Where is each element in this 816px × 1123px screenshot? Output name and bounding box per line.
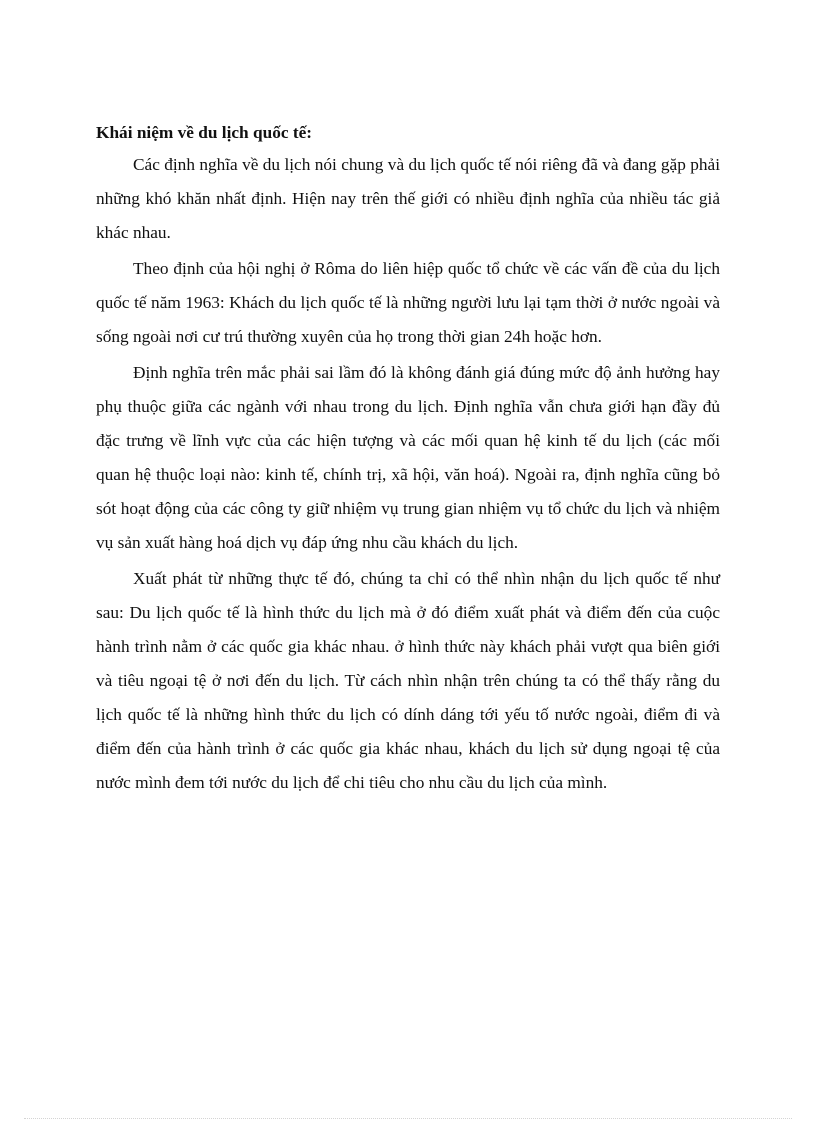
paragraph-4: Xuất phát từ những thực tế đó, chúng ta chỉ có thể nhìn nhận du lịch quốc tế như sau: Du lịch quốc tế là hình thức du lịch mà ở đó điểm xuất phát và điểm đến của cuộc hành trình nằm ở các quốc gia khác nhau. ở hình thức này khách phải vượt qua biên giới và tiêu ngoại tệ ở nơi đến du lịch. Từ cách nhìn nhận trên chúng ta có thể thấy rằng du lịch quốc tế là những hình thức du lịch có dính dáng tới yếu tố nước ngoài, điểm đi và điểm đến của hành trình ở các quốc gia khác nhau, khách du lịch sử dụng ngoại tệ của nước mình đem tới nước du lịch để chi tiêu cho nhu cầu du lịch của mình. (96, 569, 720, 792)
document-body (96, 118, 720, 800)
paragraph-2: Theo định của hội nghị ở Rôma do liên hiệp quốc tổ chức về các vấn đề của du lịch quốc tế năm 1963: Khách du lịch quốc tế là những người lưu lại tạm thời ở nước ngoài và sống ngoài nơi cư trú thường xuyên của họ trong thời gian 24h hoặc hơn. (96, 259, 720, 346)
paragraph-3: Định nghĩa trên mắc phải sai lầm đó là không đánh giá đúng mức độ ảnh hưởng hay phụ thuộc giữa các ngành với nhau trong du lịch. Định nghĩa vẫn chưa giới hạn đầy đủ đặc trưng về lĩnh vực của các hiện tượng và các mối quan hệ kinh tế du lịch (các mối quan hệ thuộc loại nào: kinh tế, chính trị, xã hội, văn hoá). Ngoài ra, định nghĩa cũng bỏ sót hoạt động của các công ty giữ nhiệm vụ trung gian nhiệm vụ tổ chức du lịch và nhiệm vụ sản xuất hàng hoá dịch vụ đáp ứng nhu cầu khách du lịch. (96, 363, 720, 552)
paragraph-1: Các định nghĩa về du lịch nói chung và du lịch quốc tế nói riêng đã và đang gặp phải những khó khăn nhất định. Hiện nay trên thế giới có nhiều định nghĩa của nhiều tác giả khác nhau. (96, 155, 720, 242)
page-bottom-divider (24, 1118, 792, 1119)
section-heading: Khái niệm về du lịch quốc tế: (96, 123, 313, 142)
